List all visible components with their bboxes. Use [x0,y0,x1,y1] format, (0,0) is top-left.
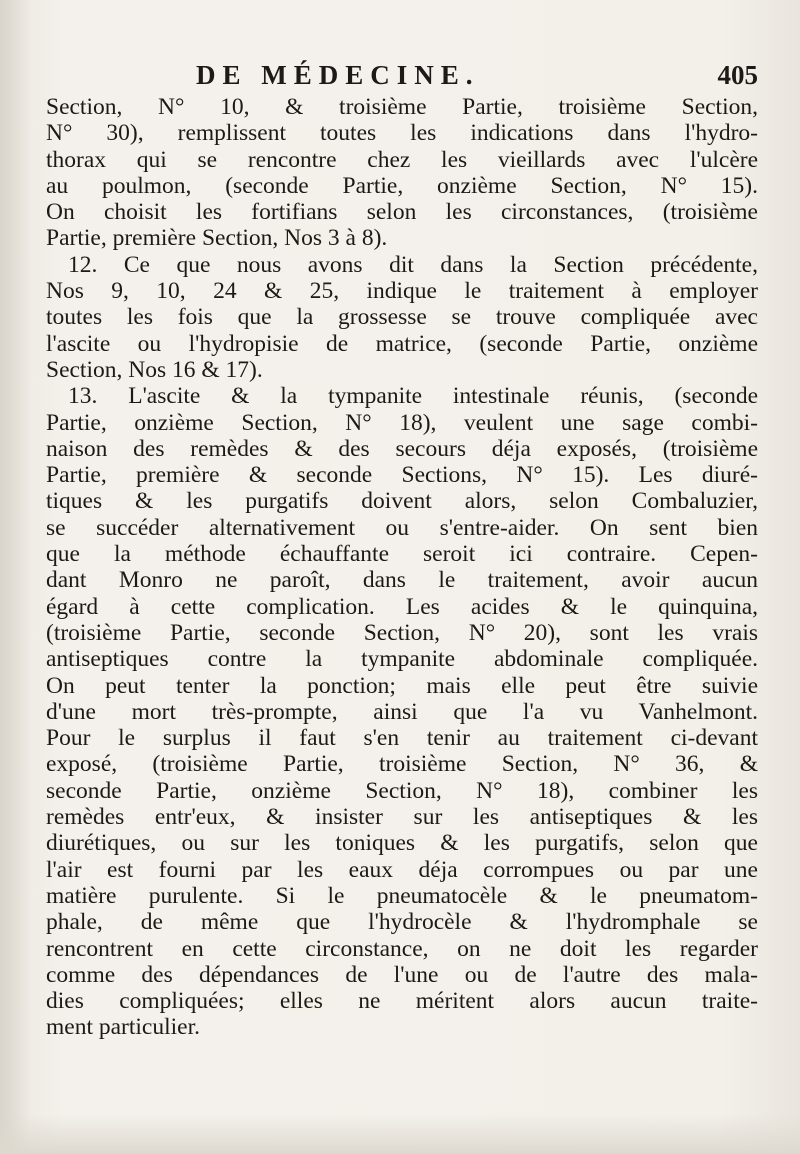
text-line: tiques & les purgatifs doivent alors, selon Combaluzier, [46,488,758,515]
page-gutter-shadow [0,0,30,1154]
text-line: phale, de même que l'hydrocèle & l'hydromphale se [46,909,758,936]
text-line: ment particulier. [46,1014,201,1041]
text-line: comme des dépendances de l'une ou de l'autre des mala- [46,961,758,988]
text-line: seconde Partie, onzième Section, N° 18), combiner les [46,777,758,804]
paragraph-13-start: 13. L'ascite & la tympanite intestinale réunis, (seconde [68,383,758,410]
text-line: l'ascite ou l'hydropisie de matrice, (seconde Partie, onzième [46,330,758,357]
page-number: 405 [717,60,758,90]
text-line: (troisième Partie, seconde Section, N° 20), sont les vrais [46,619,758,646]
text-line: thorax qui se rencontre chez les vieillards avec l'ulcère [46,146,758,173]
text-line: matière purulente. Si le pneumatocèle & le pneumatom- [46,882,758,909]
text-line: Section, N° 10, & troisième Partie, troisième Section, [46,94,758,120]
running-head [46,60,758,96]
text-line: se succéder alternativement ou s'entre-aider. On sent bien [46,514,758,541]
running-head-title: DE MÉDECINE. [196,60,480,90]
text-line: que la méthode échauffante seroit ici contraire. Cepen- [46,541,758,568]
text-line: dies compliquées; elles ne méritent alors aucun traite- [46,988,758,1015]
text-line: exposé, (troisième Partie, troisième Section, N° 36, & [46,751,758,778]
text-line: égard à cette complication. Les acides & le quinquina, [46,593,758,620]
text-line: d'une mort très-prompte, ainsi que l'a vu Vanhelmont. [46,698,758,725]
text-line: Partie, onzième Section, N° 18), veulent une sage combi- [46,409,758,436]
text-line: diurétiques, ou sur les toniques & les purgatifs, selon que [46,830,758,857]
body-text [46,94,758,1041]
text-line: dant Monro ne paroît, dans le traitement, avoir aucun [46,567,758,594]
text-line: N° 30), remplissent toutes les indications dans l'hydro- [46,120,758,147]
text-line: On peut tenter la ponction; mais elle peut être suivie [46,672,758,699]
text-line: On choisit les fortifians selon les circonstances, (troisième [46,199,758,226]
text-line: Nos 9, 10, 24 & 25, indique le traitement à employer [46,278,758,305]
text-line: rencontrent en cette circonstance, on ne doit les regarder [46,935,758,962]
text-line: Section, Nos 16 & 17). [46,356,263,383]
text-line: l'air est fourni par les eaux déja corrompues ou par une [46,856,758,883]
paragraph-12-start: 12. Ce que nous avons dit dans la Section précédente, [68,251,758,278]
text-line: toutes les fois que la grossesse se trouve compliquée avec [46,304,758,331]
text-line: Partie, première & seconde Sections, N° 15). Les diuré- [46,462,758,489]
text-line: Pour le surplus il faut s'en tenir au traitement ci-devant [46,725,758,752]
text-line: remèdes entr'eux, & insister sur les antiseptiques & les [46,804,758,831]
text-line: Partie, première Section, Nos 3 à 8). [46,225,388,252]
text-line: antiseptiques contre la tympanite abdominale compliquée. [46,646,758,673]
text-line: au poulmon, (seconde Partie, onzième Section, N° 15). [46,172,758,199]
text-line: naison des remèdes & des secours déja exposés, (troisième [46,435,758,462]
page-bottom-shadow [0,1114,800,1154]
